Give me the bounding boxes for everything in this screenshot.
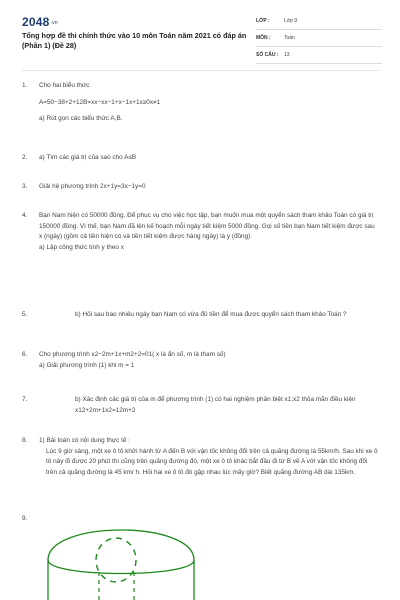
question-text: a) Tìm các giá trị của sao cho A≤B	[39, 154, 137, 161]
meta-value: Lớp 9	[284, 18, 298, 24]
meta-row-subject	[256, 33, 382, 47]
cylinder-figure	[46, 520, 196, 600]
question-number: 9.	[22, 515, 28, 522]
question-text: Cho hai biểu thức	[39, 82, 90, 89]
inner-dashed-circle	[96, 538, 136, 582]
question-number: 1.	[22, 82, 28, 89]
meta-label: SỐ CÂU :	[256, 52, 279, 58]
meta-label: MÔN :	[256, 35, 271, 41]
question-number: 5.	[22, 311, 28, 318]
question-number: 6.	[22, 351, 28, 358]
question-text: Lúc 9 giờ sáng, một xe ô tô khởi hành từ A đến B với vận tốc không đổi trên cả quãng đường là 55km/h. Sau khi xe ô tô này đi được 20 phút thì cũng trên quãng đường đó, một xe ô tô khác bắt đầu đi từ B về A với vận tốc không đổi trên cả quãng đường là 45 km/ h. Hỏi hai xe ô tô đó gặp nhau lúc mấy giờ? Biết quãng đường AB dài 135km.	[46, 447, 378, 476]
question-subpart: a) Giải phương trình (1) khi m = 1	[39, 361, 135, 369]
question-number: 7.	[22, 396, 28, 403]
meta-value: Toán	[284, 35, 295, 41]
site-logo[interactable]	[22, 15, 58, 29]
header-divider	[22, 70, 380, 71]
question-number: 4.	[22, 212, 28, 219]
meta-row-count	[256, 50, 382, 64]
question-text: b) Xác định các giá trị của m để phương trình (1) có hai nghiệm phân biệt x1;x2 thỏa mãn điều kiện x12+2m+1x2=12m+2	[75, 396, 356, 414]
cylinder-top-arc	[48, 530, 194, 560]
meta-row-class	[256, 16, 382, 30]
question-text: Giải hệ phương trình 2x+1y=3x−1y=0	[39, 183, 146, 190]
question-subtitle: 1) Bài toán có nội dung thực tế :	[39, 437, 130, 444]
document-title: Tổng hợp đề thi chính thức vào 10 môn Toán năm 2021 có đáp án (Phần 1) (Đề 28)	[22, 31, 247, 50]
cylinder-diagram-icon	[46, 520, 196, 600]
logo-suffix: .vn	[50, 19, 58, 26]
cylinder-top-front-arc	[48, 560, 194, 574]
logo-text: 2048	[22, 15, 50, 29]
question-number: 3.	[22, 183, 28, 190]
question-number: 8.	[22, 437, 28, 444]
question-formula: A=50−38+2+12B=xx−xx−1+x−1x+1x≥0x≠1	[39, 98, 161, 106]
question-number: 2.	[22, 154, 28, 161]
question-text: b) Hỏi sau bao nhiêu ngày bạn Nam có vừa đủ tiền để mua được quyển sách tham khảo Toán ?	[75, 311, 347, 318]
meta-label: LỚP :	[256, 18, 270, 24]
page-header	[0, 0, 400, 66]
question-subpart: a) Lập công thức tính y theo x	[39, 243, 124, 251]
meta-panel	[256, 16, 382, 67]
question-subpart: a) Rút gọn các biểu thức A,B.	[39, 115, 123, 122]
question-text: Cho phương trình x2−2m+1x+m2+2=01( x là ẩn số, m là tham số)	[39, 351, 226, 358]
question-text: Bạn Nam hiện có 50000 đồng. Để phục vụ cho việc học tập, bạn muốn mua một quyển sách tham khảo Toán có giá trị 150000 đồng. Vì thế, bạn Nam đã lên kế hoạch mỗi ngày tiết kiệm 5000 đồng. Gọi số tiền bạn Nam tiết kiệm được sau x (ngày) (gồm cả tiền hiện có và tiền tiết kiệm được hàng ngày) là y (đồng)	[39, 212, 375, 240]
meta-value: 13	[284, 52, 290, 58]
